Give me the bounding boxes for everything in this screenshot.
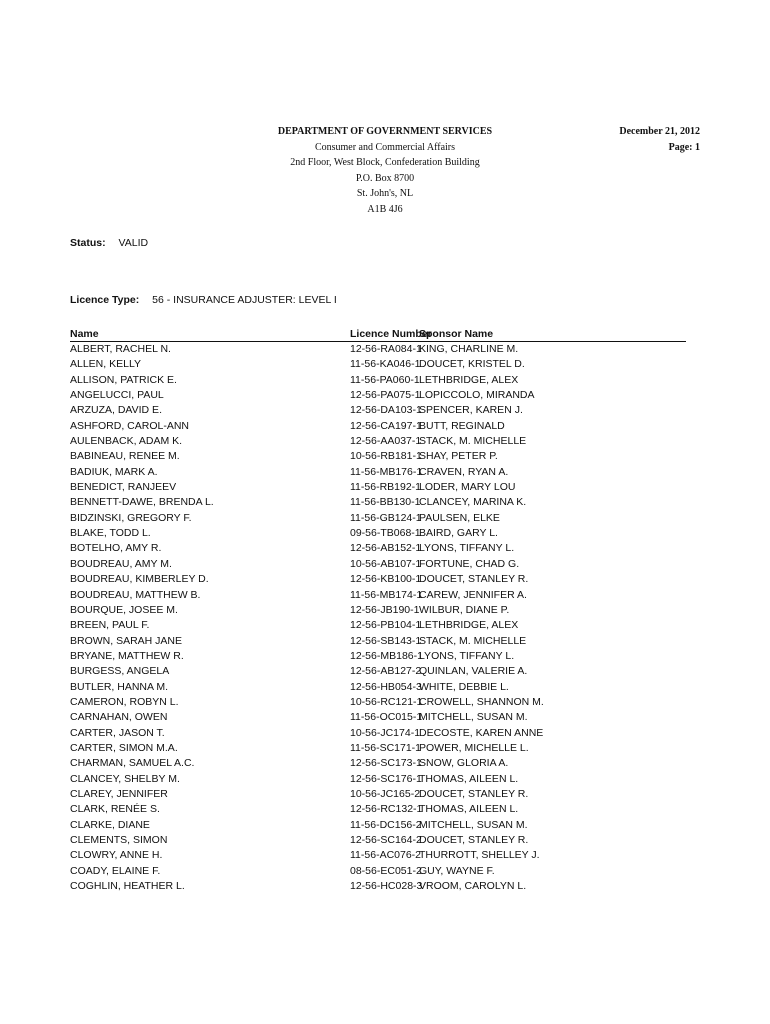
cell-name: CARNAHAN, OWEN <box>70 711 168 724</box>
cell-name: BUTLER, HANNA M. <box>70 680 169 693</box>
table-row <box>70 342 686 357</box>
cell-name: CAMERON, ROBYN L. <box>70 695 179 708</box>
cell-sponsor-name: STACK, M. MICHELLE <box>419 634 527 647</box>
table-row <box>70 588 686 603</box>
table-row <box>70 511 686 526</box>
cell-licence-number: 12-56-PA075-1 <box>350 389 421 402</box>
table-row <box>70 603 686 618</box>
table-row <box>70 741 686 756</box>
cell-name: BOUDREAU, AMY M. <box>70 557 172 570</box>
cell-sponsor-name: DECOSTE, KAREN ANNE <box>419 726 544 739</box>
cell-sponsor-name: MITCHELL, SUSAN M. <box>419 711 528 724</box>
cell-licence-number: 08-56-EC051-2 <box>350 864 422 877</box>
address-line: 2nd Floor, West Block, Confederation Building <box>290 157 480 169</box>
cell-sponsor-name: BAIRD, GARY L. <box>419 527 498 540</box>
address-line: A1B 4J6 <box>367 203 403 215</box>
cell-sponsor-name: LOPICCOLO, MIRANDA <box>419 389 535 402</box>
cell-licence-number: 12-56-MB186-1 <box>350 649 423 662</box>
cell-licence-number: 12-56-RA084-1 <box>350 343 422 355</box>
cell-licence-number: 12-56-RC132-1 <box>350 803 423 816</box>
cell-licence-number: 10-56-JC165-2 <box>350 787 421 800</box>
cell-name: BIDZINSKI, GREGORY F. <box>70 511 192 524</box>
cell-name: ALLEN, KELLY <box>70 358 142 371</box>
licence-table <box>70 327 686 894</box>
licence-type-value: 56 - INSURANCE ADJUSTER: LEVEL I <box>152 294 337 306</box>
cell-licence-number: 12-56-JB190-1 <box>350 603 420 616</box>
cell-name: ANGELUCCI, PAUL <box>70 389 164 402</box>
licence-type-row <box>70 294 337 306</box>
cell-licence-number: 11-56-MB174-1 <box>350 588 423 601</box>
cell-sponsor-name: SPENCER, KAREN J. <box>419 404 523 417</box>
cell-licence-number: 12-56-SC176-1 <box>350 772 422 785</box>
cell-name: BREEN, PAUL F. <box>70 619 150 632</box>
cell-licence-number: 12-56-CA197-1 <box>350 419 422 432</box>
cell-sponsor-name: STACK, M. MICHELLE <box>419 435 527 448</box>
cell-name: CLOWRY, ANNE H. <box>70 849 163 862</box>
status-row <box>70 237 148 249</box>
cell-sponsor-name: POWER, MICHELLE L. <box>419 741 529 754</box>
cell-name: AULENBACK, ADAM K. <box>70 435 183 448</box>
table-row <box>70 833 686 848</box>
cell-licence-number: 11-56-PA060-1 <box>350 373 420 386</box>
table-row <box>70 388 686 403</box>
table-row <box>70 664 686 679</box>
table-body <box>70 342 686 894</box>
table-row <box>70 634 686 649</box>
cell-name: BADIUK, MARK A. <box>70 465 158 478</box>
column-header-sponsor-name: Sponsor Name <box>419 328 494 340</box>
cell-sponsor-name: LETHBRIDGE, ALEX <box>419 619 519 632</box>
table-row <box>70 357 686 372</box>
table-row <box>70 756 686 771</box>
cell-name: BROWN, SARAH JANE <box>70 634 183 647</box>
cell-licence-number: 12-56-AA037-1 <box>350 435 422 448</box>
cell-licence-number: 11-56-RB192-1 <box>350 481 422 494</box>
cell-sponsor-name: GUY, WAYNE F. <box>419 864 495 877</box>
cell-licence-number: 12-56-DA103-1 <box>350 404 422 417</box>
cell-name: BABINEAU, RENEE M. <box>70 450 180 463</box>
cell-sponsor-name: CRAVEN, RYAN A. <box>419 465 509 478</box>
page-number: Page: 1 <box>668 141 700 153</box>
cell-licence-number: 12-56-SC164-2 <box>350 834 422 846</box>
cell-name: BOURQUE, JOSEE M. <box>70 603 178 616</box>
cell-sponsor-name: DOUCET, STANLEY R. <box>419 834 529 846</box>
cell-licence-number: 12-56-KB100-1 <box>350 573 422 586</box>
cell-licence-number: 11-56-MB176-1 <box>350 465 423 478</box>
cell-sponsor-name: KING, CHARLINE M. <box>419 343 519 355</box>
cell-sponsor-name: DOUCET, KRISTEL D. <box>419 358 525 371</box>
cell-sponsor-name: MITCHELL, SUSAN M. <box>419 818 528 831</box>
table-row <box>70 864 686 879</box>
table-row <box>70 879 686 894</box>
cell-name: CLAREY, JENNIFER <box>70 787 168 800</box>
cell-licence-number: 12-56-AB152-1 <box>350 542 422 555</box>
cell-name: BOUDREAU, KIMBERLEY D. <box>70 573 209 586</box>
cell-licence-number: 12-56-SB143-1 <box>350 634 422 647</box>
cell-name: BENNETT-DAWE, BRENDA L. <box>70 496 214 509</box>
cell-licence-number: 10-56-JC174-1 <box>350 726 421 739</box>
table-row <box>70 465 686 480</box>
table-row <box>70 726 686 741</box>
table-row <box>70 495 686 510</box>
column-header-licence-number: Licence Number <box>350 328 432 340</box>
cell-sponsor-name: CROWELL, SHANNON M. <box>419 695 544 708</box>
cell-sponsor-name: LETHBRIDGE, ALEX <box>419 373 519 386</box>
cell-sponsor-name: CAREW, JENNIFER A. <box>419 588 527 601</box>
cell-name: CARTER, SIMON M.A. <box>70 741 178 754</box>
report-date: December 21, 2012 <box>619 126 700 137</box>
status-value: VALID <box>118 237 149 249</box>
cell-sponsor-name: WHITE, DEBBIE L. <box>419 680 509 693</box>
department-header <box>235 124 535 218</box>
cell-licence-number: 11-56-GB124-1 <box>350 511 422 524</box>
table-row <box>70 848 686 863</box>
cell-sponsor-name: PAULSEN, ELKE <box>419 511 500 524</box>
cell-licence-number: 11-56-OC015-1 <box>350 711 423 724</box>
table-row <box>70 403 686 418</box>
cell-licence-number: 10-56-AB107-1 <box>350 557 422 570</box>
cell-name: BOUDREAU, MATTHEW B. <box>70 588 201 601</box>
table-row <box>70 618 686 633</box>
table-row <box>70 419 686 434</box>
cell-name: COGHLIN, HEATHER L. <box>70 880 185 893</box>
cell-sponsor-name: DOUCET, STANLEY R. <box>419 787 529 800</box>
table-row <box>70 541 686 556</box>
cell-licence-number: 11-56-BB130-1 <box>350 496 421 509</box>
cell-sponsor-name: SNOW, GLORIA A. <box>419 757 509 770</box>
table-row <box>70 449 686 464</box>
cell-sponsor-name: CLANCEY, MARINA K. <box>419 496 527 509</box>
department-title: DEPARTMENT OF GOVERNMENT SERVICES <box>277 126 493 137</box>
cell-sponsor-name: LYONS, TIFFANY L. <box>419 649 515 662</box>
cell-name: ALBERT, RACHEL N. <box>70 343 171 355</box>
table-row <box>70 710 686 725</box>
column-header-name: Name <box>70 328 99 340</box>
cell-licence-number: 11-56-SC171-1 <box>350 741 422 754</box>
licence-type-label: Licence Type: <box>70 294 140 306</box>
cell-sponsor-name: DOUCET, STANLEY R. <box>419 573 529 586</box>
table-row <box>70 680 686 695</box>
cell-name: COADY, ELAINE F. <box>70 864 161 877</box>
table-row <box>70 557 686 572</box>
cell-licence-number: 09-56-TB068-1 <box>350 527 421 540</box>
cell-name: BLAKE, TODD L. <box>70 527 151 540</box>
table-row <box>70 695 686 710</box>
cell-name: CLARK, RENÉE S. <box>70 803 160 816</box>
cell-sponsor-name: VROOM, CAROLYN L. <box>419 880 527 893</box>
cell-name: BENEDICT, RANJEEV <box>70 481 177 494</box>
cell-sponsor-name: FORTUNE, CHAD G. <box>419 557 520 570</box>
report-meta <box>619 124 700 155</box>
cell-sponsor-name: QUINLAN, VALERIE A. <box>419 665 528 678</box>
cell-licence-number: 10-56-RC121-1 <box>350 695 423 708</box>
cell-sponsor-name: THOMAS, AILEEN L. <box>419 803 519 816</box>
table-row <box>70 818 686 833</box>
address-line: St. John's, NL <box>356 188 414 200</box>
cell-licence-number: 12-56-PB104-1 <box>350 619 422 632</box>
cell-name: ARZUZA, DAVID E. <box>70 404 162 417</box>
cell-licence-number: 10-56-RB181-1 <box>350 450 422 463</box>
cell-sponsor-name: SHAY, PETER P. <box>419 450 498 463</box>
cell-licence-number: 12-56-HC028-3 <box>350 880 423 893</box>
cell-name: CARTER, JASON T. <box>70 726 165 739</box>
table-row <box>70 373 686 388</box>
cell-licence-number: 11-56-AC076-2 <box>350 849 422 862</box>
table-row <box>70 526 686 541</box>
cell-name: BOTELHO, AMY R. <box>70 542 162 555</box>
cell-licence-number: 12-56-SC173-1 <box>350 757 422 770</box>
cell-name: ALLISON, PATRICK E. <box>70 373 177 386</box>
cell-sponsor-name: THOMAS, AILEEN L. <box>419 772 519 785</box>
cell-name: BRYANE, MATTHEW R. <box>70 649 184 662</box>
cell-name: CLANCEY, SHELBY M. <box>70 772 180 785</box>
address-line: Consumer and Commercial Affairs <box>314 141 456 153</box>
cell-sponsor-name: WILBUR, DIANE P. <box>419 603 510 616</box>
address-line: P.O. Box 8700 <box>355 172 415 184</box>
cell-sponsor-name: LYONS, TIFFANY L. <box>419 542 515 555</box>
cell-name: BURGESS, ANGELA <box>70 665 170 678</box>
table-row <box>70 802 686 817</box>
cell-sponsor-name: THURROTT, SHELLEY J. <box>419 849 540 862</box>
cell-licence-number: 12-56-AB127-2 <box>350 665 422 678</box>
cell-licence-number: 12-56-HB054-3 <box>350 680 422 693</box>
status-label: Status: <box>70 237 106 249</box>
cell-name: CHARMAN, SAMUEL A.C. <box>70 757 195 770</box>
cell-name: CLEMENTS, SIMON <box>70 834 168 846</box>
cell-licence-number: 11-56-KA046-1 <box>350 358 421 371</box>
cell-licence-number: 11-56-DC156-2 <box>350 818 422 831</box>
table-row <box>70 434 686 449</box>
table-row <box>70 787 686 802</box>
cell-sponsor-name: BUTT, REGINALD <box>419 419 505 432</box>
cell-name: ASHFORD, CAROL-ANN <box>70 419 190 432</box>
table-row <box>70 572 686 587</box>
table-row <box>70 772 686 787</box>
table-row <box>70 649 686 664</box>
cell-name: CLARKE, DIANE <box>70 818 150 831</box>
cell-sponsor-name: LODER, MARY LOU <box>419 481 516 494</box>
table-row <box>70 480 686 495</box>
table-header <box>70 327 686 342</box>
